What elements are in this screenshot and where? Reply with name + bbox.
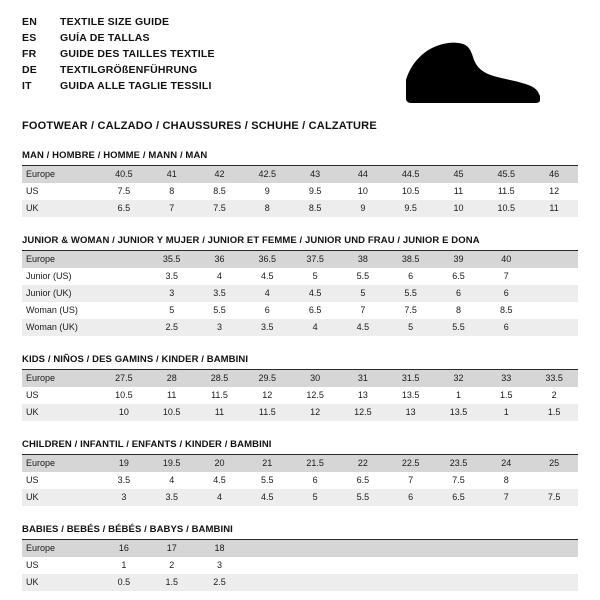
language-code: DE (22, 64, 37, 76)
row-label: UK (22, 200, 100, 217)
size-cell (530, 302, 578, 319)
size-cell: 3.5 (148, 268, 196, 285)
size-cell: 4.5 (291, 285, 339, 302)
size-cell: 19.5 (148, 455, 196, 472)
size-cell: 5.5 (196, 302, 244, 319)
language-row (22, 62, 215, 78)
size-cell: 2 (148, 557, 196, 574)
table-row (22, 319, 578, 336)
size-cell: 1.5 (482, 387, 530, 404)
size-cell: 3 (100, 489, 148, 506)
size-cell: 29.5 (243, 370, 291, 387)
size-cell: 5 (291, 489, 339, 506)
row-label: US (22, 183, 100, 200)
size-cell: 28 (148, 370, 196, 387)
size-cell: 21.5 (291, 455, 339, 472)
language-code: IT (22, 80, 32, 92)
size-cell: 9.5 (387, 200, 435, 217)
size-cell: 6 (482, 319, 530, 336)
table-row (22, 200, 578, 217)
row-label: US (22, 472, 100, 489)
language-row (22, 46, 215, 62)
size-cell: 16 (100, 540, 148, 557)
size-cell (291, 557, 339, 574)
size-cell: 8.5 (482, 302, 530, 319)
size-cell: 10 (100, 404, 148, 421)
language-code: FR (22, 48, 37, 60)
size-cell: 35.5 (148, 251, 196, 268)
table-row (22, 268, 578, 285)
row-label: Europe (22, 251, 100, 268)
size-cell (339, 574, 387, 591)
size-cell: 4.5 (243, 268, 291, 285)
language-title: TEXTILE SIZE GUIDE (60, 16, 170, 28)
size-cell: 4 (196, 489, 244, 506)
size-cell: 11.5 (482, 183, 530, 200)
size-groups (22, 150, 578, 591)
size-cell: 5.5 (435, 319, 483, 336)
size-cell: 6 (482, 285, 530, 302)
size-cell (482, 574, 530, 591)
size-cell: 30 (291, 370, 339, 387)
size-cell: 4 (196, 268, 244, 285)
size-cell: 11.5 (196, 387, 244, 404)
size-cell: 8.5 (291, 200, 339, 217)
size-cell: 5.5 (339, 489, 387, 506)
language-title: GUIDE DES TAILLES TEXTILE (60, 48, 215, 60)
row-label: UK (22, 489, 100, 506)
size-cell (530, 557, 578, 574)
language-row (22, 30, 215, 46)
size-cell: 19 (100, 455, 148, 472)
size-cell: 20 (196, 455, 244, 472)
size-cell: 42.5 (243, 166, 291, 183)
table-row (22, 455, 578, 472)
size-cell: 2.5 (196, 574, 244, 591)
size-group (22, 524, 578, 591)
size-cell: 17 (148, 540, 196, 557)
size-cell (387, 557, 435, 574)
size-cell: 37.5 (291, 251, 339, 268)
size-cell: 13 (387, 404, 435, 421)
size-cell (339, 557, 387, 574)
table-row (22, 472, 578, 489)
size-cell (100, 302, 148, 319)
size-cell: 38 (339, 251, 387, 268)
size-cell (100, 251, 148, 268)
size-table (22, 370, 578, 421)
size-cell: 13 (339, 387, 387, 404)
size-cell: 23.5 (435, 455, 483, 472)
size-cell: 2 (530, 387, 578, 404)
row-label: UK (22, 574, 100, 591)
size-group-title: KIDS / NIÑOS / DES GAMINS / KINDER / BAMBINI (22, 354, 578, 370)
row-label: Europe (22, 540, 100, 557)
size-cell: 8 (482, 472, 530, 489)
row-label: Europe (22, 455, 100, 472)
language-title: GUIDA ALLE TAGLIE TESSILI (60, 80, 212, 92)
size-cell: 4.5 (339, 319, 387, 336)
size-cell: 2.5 (148, 319, 196, 336)
size-cell: 6.5 (435, 489, 483, 506)
size-cell (243, 574, 291, 591)
size-cell: 4 (291, 319, 339, 336)
size-cell: 22.5 (387, 455, 435, 472)
size-cell: 7.5 (196, 200, 244, 217)
size-cell: 10 (339, 183, 387, 200)
size-cell: 3.5 (196, 285, 244, 302)
size-table (22, 455, 578, 506)
size-cell: 42 (196, 166, 244, 183)
size-cell: 33.5 (530, 370, 578, 387)
size-cell: 10.5 (387, 183, 435, 200)
size-cell: 11 (196, 404, 244, 421)
size-cell: 3.5 (148, 489, 196, 506)
table-row (22, 370, 578, 387)
size-cell: 3 (148, 285, 196, 302)
size-cell: 4.5 (243, 489, 291, 506)
size-cell: 6 (243, 302, 291, 319)
size-cell: 8 (435, 302, 483, 319)
size-cell: 31.5 (387, 370, 435, 387)
size-cell: 31 (339, 370, 387, 387)
size-cell (482, 557, 530, 574)
size-cell (530, 319, 578, 336)
size-cell (530, 472, 578, 489)
table-row (22, 574, 578, 591)
row-label: Junior (US) (22, 268, 100, 285)
size-cell: 38.5 (387, 251, 435, 268)
size-cell: 3.5 (243, 319, 291, 336)
size-group (22, 150, 578, 217)
size-cell (100, 268, 148, 285)
table-row (22, 540, 578, 557)
size-cell: 10 (435, 200, 483, 217)
size-cell: 40.5 (100, 166, 148, 183)
size-cell (243, 557, 291, 574)
row-label: US (22, 557, 100, 574)
size-cell (387, 574, 435, 591)
table-row (22, 251, 578, 268)
size-cell: 6 (435, 285, 483, 302)
size-cell: 7 (482, 268, 530, 285)
size-cell: 13.5 (387, 387, 435, 404)
size-cell: 21 (243, 455, 291, 472)
size-cell (100, 319, 148, 336)
size-cell: 12 (291, 404, 339, 421)
size-cell: 4 (148, 472, 196, 489)
size-cell: 11 (435, 183, 483, 200)
size-cell: 5.5 (243, 472, 291, 489)
size-cell: 9.5 (291, 183, 339, 200)
size-cell: 12 (243, 387, 291, 404)
size-cell: 6 (387, 268, 435, 285)
size-cell: 0.5 (100, 574, 148, 591)
size-cell (435, 540, 483, 557)
size-cell: 22 (339, 455, 387, 472)
size-cell: 6.5 (339, 472, 387, 489)
size-cell: 7.5 (435, 472, 483, 489)
size-group-title: BABIES / BEBÉS / BÉBÉS / BABYS / BAMBINI (22, 524, 578, 540)
size-cell: 6.5 (291, 302, 339, 319)
size-cell: 45.5 (482, 166, 530, 183)
size-cell: 44 (339, 166, 387, 183)
size-cell: 18 (196, 540, 244, 557)
size-cell: 8 (243, 200, 291, 217)
size-cell: 5 (148, 302, 196, 319)
table-row (22, 557, 578, 574)
language-title: TEXTILGRÖßENFÜHRUNG (60, 64, 198, 76)
size-cell: 5 (339, 285, 387, 302)
size-cell (291, 540, 339, 557)
size-cell: 27.5 (100, 370, 148, 387)
size-cell: 12 (530, 183, 578, 200)
size-cell (482, 540, 530, 557)
size-group-title: CHILDREN / INFANTIL / ENFANTS / KINDER / BAMBINI (22, 439, 578, 455)
size-cell (387, 540, 435, 557)
table-row (22, 404, 578, 421)
size-cell: 41 (148, 166, 196, 183)
size-cell: 7 (387, 472, 435, 489)
size-cell: 11 (148, 387, 196, 404)
table-row (22, 183, 578, 200)
size-cell: 7.5 (387, 302, 435, 319)
table-row (22, 387, 578, 404)
row-label: Woman (US) (22, 302, 100, 319)
table-row (22, 166, 578, 183)
size-cell: 11.5 (243, 404, 291, 421)
size-cell: 44.5 (387, 166, 435, 183)
row-label: US (22, 387, 100, 404)
size-cell: 7 (482, 489, 530, 506)
size-cell: 6.5 (435, 268, 483, 285)
size-cell: 7.5 (100, 183, 148, 200)
language-title: GUÍA DE TALLAS (60, 32, 150, 44)
size-cell: 12.5 (291, 387, 339, 404)
size-cell: 12.5 (339, 404, 387, 421)
table-row (22, 285, 578, 302)
size-cell: 1.5 (530, 404, 578, 421)
language-title-list (22, 14, 215, 94)
size-cell: 28.5 (196, 370, 244, 387)
size-cell (530, 285, 578, 302)
size-cell: 36.5 (243, 251, 291, 268)
size-cell (339, 540, 387, 557)
size-cell: 46 (530, 166, 578, 183)
size-cell: 3 (196, 557, 244, 574)
row-label: Junior (UK) (22, 285, 100, 302)
language-row (22, 14, 215, 30)
size-cell (291, 574, 339, 591)
size-cell: 7 (339, 302, 387, 319)
size-cell (435, 574, 483, 591)
row-label: Woman (UK) (22, 319, 100, 336)
size-cell (435, 557, 483, 574)
table-row (22, 302, 578, 319)
size-table (22, 540, 578, 591)
size-cell: 10.5 (148, 404, 196, 421)
size-cell: 43 (291, 166, 339, 183)
row-label: Europe (22, 166, 100, 183)
size-cell (530, 251, 578, 268)
size-cell: 4.5 (196, 472, 244, 489)
size-cell: 40 (482, 251, 530, 268)
size-cell: 10.5 (482, 200, 530, 217)
size-cell: 32 (435, 370, 483, 387)
size-cell: 4 (243, 285, 291, 302)
size-cell: 5.5 (387, 285, 435, 302)
size-cell (530, 268, 578, 285)
dress-shoe-icon (370, 34, 550, 106)
size-cell: 8.5 (196, 183, 244, 200)
row-label: Europe (22, 370, 100, 387)
size-cell: 10.5 (100, 387, 148, 404)
page-title: FOOTWEAR / CALZADO / CHAUSSURES / SCHUHE / CALZATURE (22, 120, 377, 132)
language-code: EN (22, 16, 37, 28)
page-header (22, 14, 578, 106)
size-cell: 7 (148, 200, 196, 217)
size-cell: 11 (530, 200, 578, 217)
size-cell: 45 (435, 166, 483, 183)
size-cell: 5.5 (339, 268, 387, 285)
size-cell: 36 (196, 251, 244, 268)
size-cell: 9 (339, 200, 387, 217)
size-cell: 8 (148, 183, 196, 200)
size-cell: 9 (243, 183, 291, 200)
size-cell: 24 (482, 455, 530, 472)
size-cell (530, 540, 578, 557)
size-cell: 3.5 (100, 472, 148, 489)
size-table (22, 251, 578, 336)
size-cell: 6 (387, 489, 435, 506)
size-cell: 5 (387, 319, 435, 336)
size-cell (530, 574, 578, 591)
size-cell: 5 (291, 268, 339, 285)
size-cell: 1.5 (148, 574, 196, 591)
size-cell: 6 (291, 472, 339, 489)
size-table (22, 166, 578, 217)
table-row (22, 489, 578, 506)
size-cell: 1 (482, 404, 530, 421)
size-group (22, 439, 578, 506)
size-cell: 6.5 (100, 200, 148, 217)
size-cell: 39 (435, 251, 483, 268)
row-label: UK (22, 404, 100, 421)
size-cell: 1 (100, 557, 148, 574)
size-cell: 13.5 (435, 404, 483, 421)
language-row (22, 78, 215, 94)
size-cell: 25 (530, 455, 578, 472)
size-group (22, 235, 578, 336)
size-group-title: JUNIOR & WOMAN / JUNIOR Y MUJER / JUNIOR ET FEMME / JUNIOR UND FRAU / JUNIOR E DONA (22, 235, 578, 251)
size-group-title: MAN / HOMBRE / HOMME / MANN / MAN (22, 150, 578, 166)
size-cell: 7.5 (530, 489, 578, 506)
size-cell (100, 285, 148, 302)
size-cell: 3 (196, 319, 244, 336)
language-code: ES (22, 32, 37, 44)
size-cell: 1 (435, 387, 483, 404)
size-cell: 33 (482, 370, 530, 387)
size-cell (243, 540, 291, 557)
size-group (22, 354, 578, 421)
